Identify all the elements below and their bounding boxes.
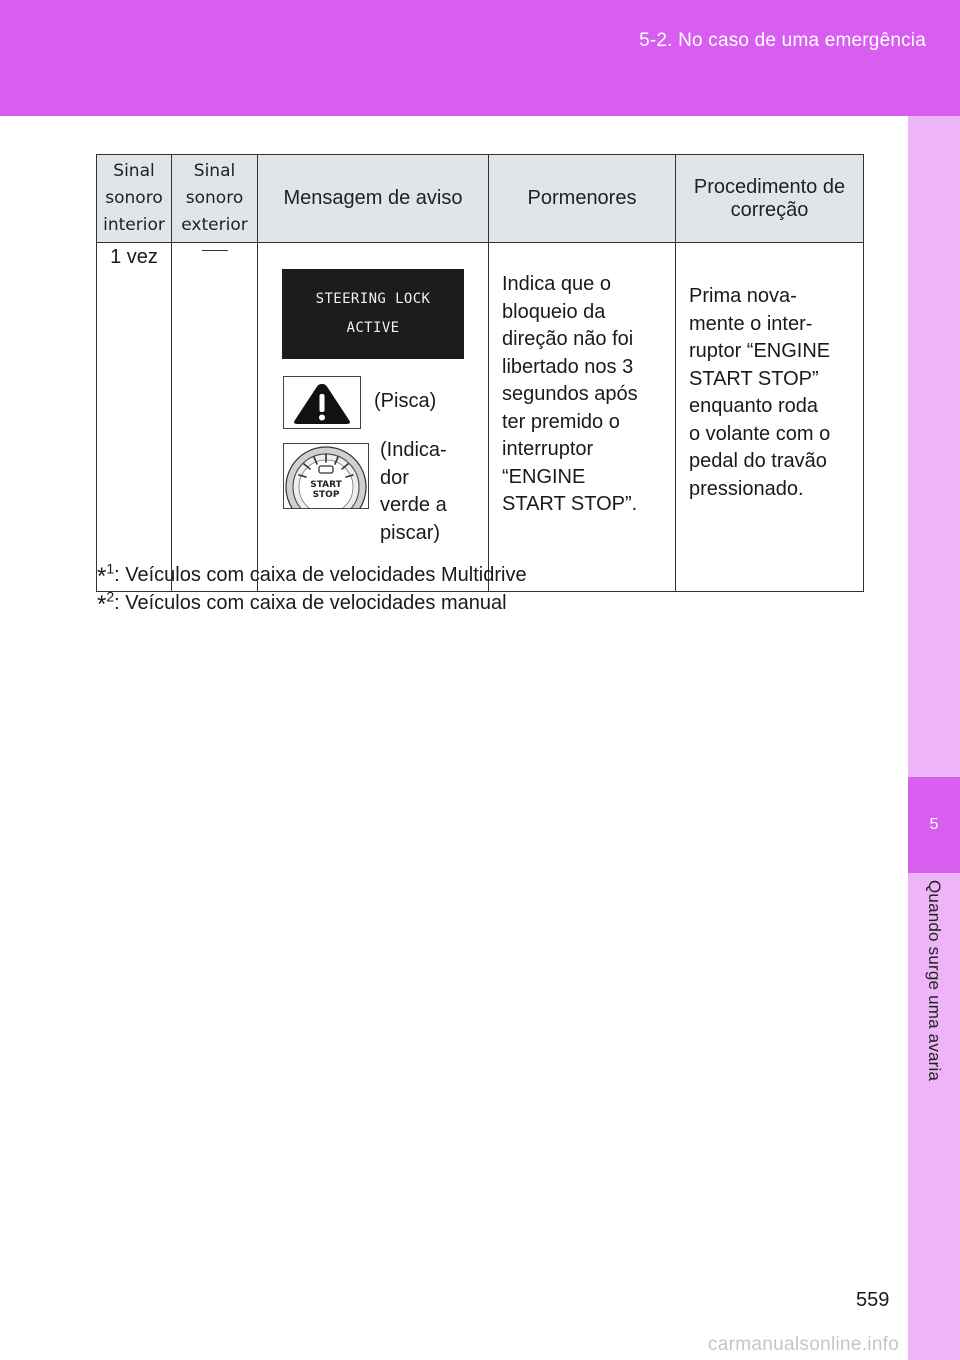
chapter-title-text: Quando surge uma avaria (925, 880, 944, 1082)
chapter-title (908, 880, 960, 1130)
cell-procedure: Prima nova- mente o inter- ruptor “ENGINE START STOP” enquanto roda o volante com o pedal do travão pressionado. (676, 243, 864, 592)
footnote-2: *$^2$: Veículos com caixa de velocidades manual (97, 588, 507, 618)
header-details: Pormenores (489, 155, 676, 243)
side-strip (908, 116, 960, 1360)
multi-info-display (282, 269, 464, 359)
cell-exterior-sound (172, 243, 258, 592)
indicator-note: (Indica- dor verde a piscar) (380, 439, 447, 544)
warning-table (96, 154, 864, 592)
cell-details: Indica que o bloqueio da direção não foi libertado nos 3 segundos após ter premido o interruptor “ENGINE START STOP”. (489, 243, 676, 592)
warning-light-note: (Pisca) (374, 390, 437, 412)
chapter-number: 5 (929, 816, 939, 833)
display-line-1: STEERING LOCK (315, 291, 431, 307)
table-row (97, 243, 864, 592)
page-number: 559 (856, 1289, 890, 1311)
start-label: START (310, 480, 342, 490)
dash-mark (202, 250, 228, 251)
section-title: 5-2. No caso de uma emergência (639, 30, 926, 51)
header-warning-message: Mensagem de aviso (258, 155, 489, 243)
cell-interior-sound: 1 vez (97, 243, 172, 592)
header-exterior-sound: Sinal sonoro exterior (172, 155, 258, 243)
cell-warning-message (258, 243, 489, 592)
header-procedure: Procedimento de correção (676, 155, 864, 243)
watermark: carmanualsonline.info (708, 1334, 900, 1355)
exclamation-triangle-icon (283, 376, 361, 429)
chapter-tab[interactable] (908, 777, 960, 873)
footnote-1: *$^1$: Veículos com caixa de velocidades Multidrive (97, 560, 527, 590)
table-header-row (97, 155, 864, 243)
display-line-2: ACTIVE (346, 320, 400, 336)
engine-start-stop-button-icon (283, 443, 369, 509)
stop-label: STOP (312, 490, 340, 500)
header-band (0, 0, 960, 116)
header-interior-sound: Sinal sonoro interior (97, 155, 172, 243)
